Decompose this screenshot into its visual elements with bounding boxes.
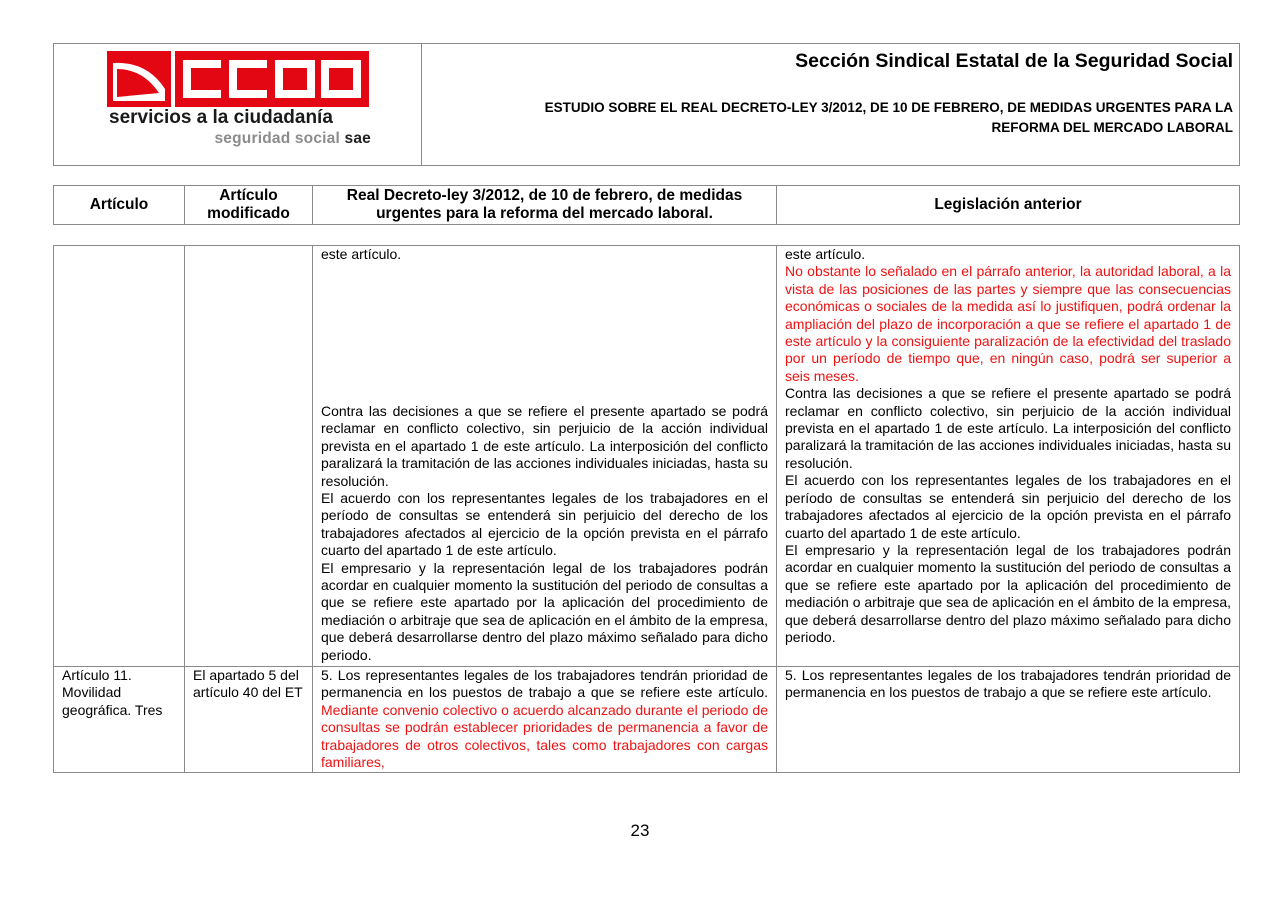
column-header-modificado-line-1: Artículo xyxy=(219,187,278,204)
ccoo-logo-mark xyxy=(107,51,369,107)
column-header-table xyxy=(53,185,1240,225)
document-header xyxy=(53,43,1240,164)
logo-tagline: servicios a la ciudadanía xyxy=(109,107,333,128)
cell-modificado xyxy=(185,246,313,667)
new-text-paragraph-1: Contra las decisiones a que se refiere el presente apartado se podrá reclamar en conflicto colectivo, sin perjuicio de la acción individual prevista en el apartado 1 de este artículo. La interposición del conflicto paralizará la tramitación de las acciones individuales iniciadas, hasta su resolución. xyxy=(321,403,768,489)
column-header-modificado xyxy=(185,186,313,225)
cell-legislacion-anterior xyxy=(777,246,1240,667)
logo-subline xyxy=(214,130,371,148)
old-text-top: este artículo. xyxy=(785,246,866,262)
column-header-real-decreto xyxy=(313,186,777,225)
column-header-real-decreto-line-2: urgentes para la reforma del mercado laboral. xyxy=(376,205,713,222)
page-title: Sección Sindical Estatal de la Seguridad Social xyxy=(795,50,1233,72)
column-header-articulo: Artículo xyxy=(54,186,185,225)
new-text-red: Mediante convenio colectivo o acuerdo alcanzado durante el periodo de consultas se podrán establecer prioridades de permanencia a favor de trabajadores de otros colectivos, tales como trabajadores con cargas familiares, xyxy=(321,701,768,771)
cell-articulo: Artículo 11. Movilidad geográfica. Tres xyxy=(54,667,185,773)
logo-subline-bold: sae xyxy=(344,130,371,147)
old-text-paragraph-1: Contra las decisiones a que se refiere el presente apartado se podrá reclamar en conflicto colectivo, sin perjuicio de la acción individual prevista en el apartado 1 de este artículo. La interposición del conflicto paralizará la tramitación de las acciones individuales iniciadas, hasta su resolución. xyxy=(785,385,1231,471)
cell-articulo xyxy=(54,246,185,667)
page-number: 23 xyxy=(630,821,650,840)
old-text-paragraph-2: El acuerdo con los representantes legales de los trabajadores en el período de consultas se entenderá sin perjuicio del derecho de los trabajadores afectados al ejercicio de la opción prevista en el párrafo cuarto del apartado 1 de este artículo. xyxy=(785,472,1231,541)
new-text-black: 5. Los representantes legales de los trabajadores tendrán prioridad de permanencia en los puestos de trabajo a que se refiere este artículo. xyxy=(321,667,768,701)
title-cell xyxy=(422,44,1240,166)
ccoo-logo xyxy=(55,45,423,164)
comparison-table xyxy=(53,245,1240,772)
column-header-real-decreto-line-1: Real Decreto-ley 3/2012, de 10 de febrero, de medidas xyxy=(346,187,743,204)
new-text-top: este artículo. xyxy=(321,246,402,262)
subtitle-line-2: REFORMA DEL MERCADO LABORAL xyxy=(991,120,1233,135)
cell-legislacion-anterior: 5. Los representantes legales de los trabajadores tendrán prioridad de permanencia en los puestos de trabajo a que se refiere este artículo. xyxy=(777,667,1240,773)
new-text-paragraph-3: El empresario y la representación legal de los trabajadores podrán acordar en cualquier momento la sustitución del periodo de consultas a que se refiere este apartado por la aplicación del procedimiento de mediación o arbitraje que sea de aplicación en el ámbito de la empresa, que deberá desarrollarse dentro del plazo máximo señalado para dicho periodo. xyxy=(321,559,768,663)
old-text-paragraph-3: El empresario y la representación legal de los trabajadores podrán acordar en cualquier momento la sustitución del periodo de consultas a que se refiere este apartado por la aplicación del procedimiento de mediación o arbitraje que sea de aplicación en el ámbito de la empresa, que deberá desarrollarse dentro del plazo máximo señalado para dicho periodo. xyxy=(785,541,1231,645)
cell-real-decreto xyxy=(313,667,777,773)
logo-subline-grey: seguridad social xyxy=(214,130,341,147)
table-row xyxy=(54,246,1240,667)
cell-modificado: El apartado 5 del artículo 40 del ET xyxy=(185,667,313,773)
old-text-red-paragraph: No obstante lo señalado en el párrafo anterior, la autoridad laboral, a la vista de las posiciones de las partes y siempre que las consecuencias económicas o sociales de la medida así lo justifiquen, podrá ordenar la ampliación del plazo de incorporación a que se refiere el apartado 1 de este artículo y la consiguiente paralización de la efectividad del traslado por un período de tiempo que, en ningún caso, podrá ser superior a seis meses. xyxy=(785,263,1231,384)
column-header-modificado-line-2: modificado xyxy=(207,205,290,222)
column-header-legislacion-anterior: Legislación anterior xyxy=(777,186,1240,225)
subtitle-line-1: ESTUDIO SOBRE EL REAL DECRETO-LEY 3/2012, DE 10 DE FEBRERO, DE MEDIDAS URGENTES PARA LA xyxy=(544,100,1233,115)
page-subtitle xyxy=(422,98,1233,138)
logo-cell xyxy=(54,44,422,166)
cell-real-decreto xyxy=(313,246,777,667)
new-text-paragraph-2: El acuerdo con los representantes legales de los trabajadores en el período de consultas se entenderá sin perjuicio del derecho de los trabajadores afectados al ejercicio de la opción prevista en el párrafo cuarto del apartado 1 de este artículo. xyxy=(321,490,768,559)
table-row xyxy=(54,667,1240,773)
